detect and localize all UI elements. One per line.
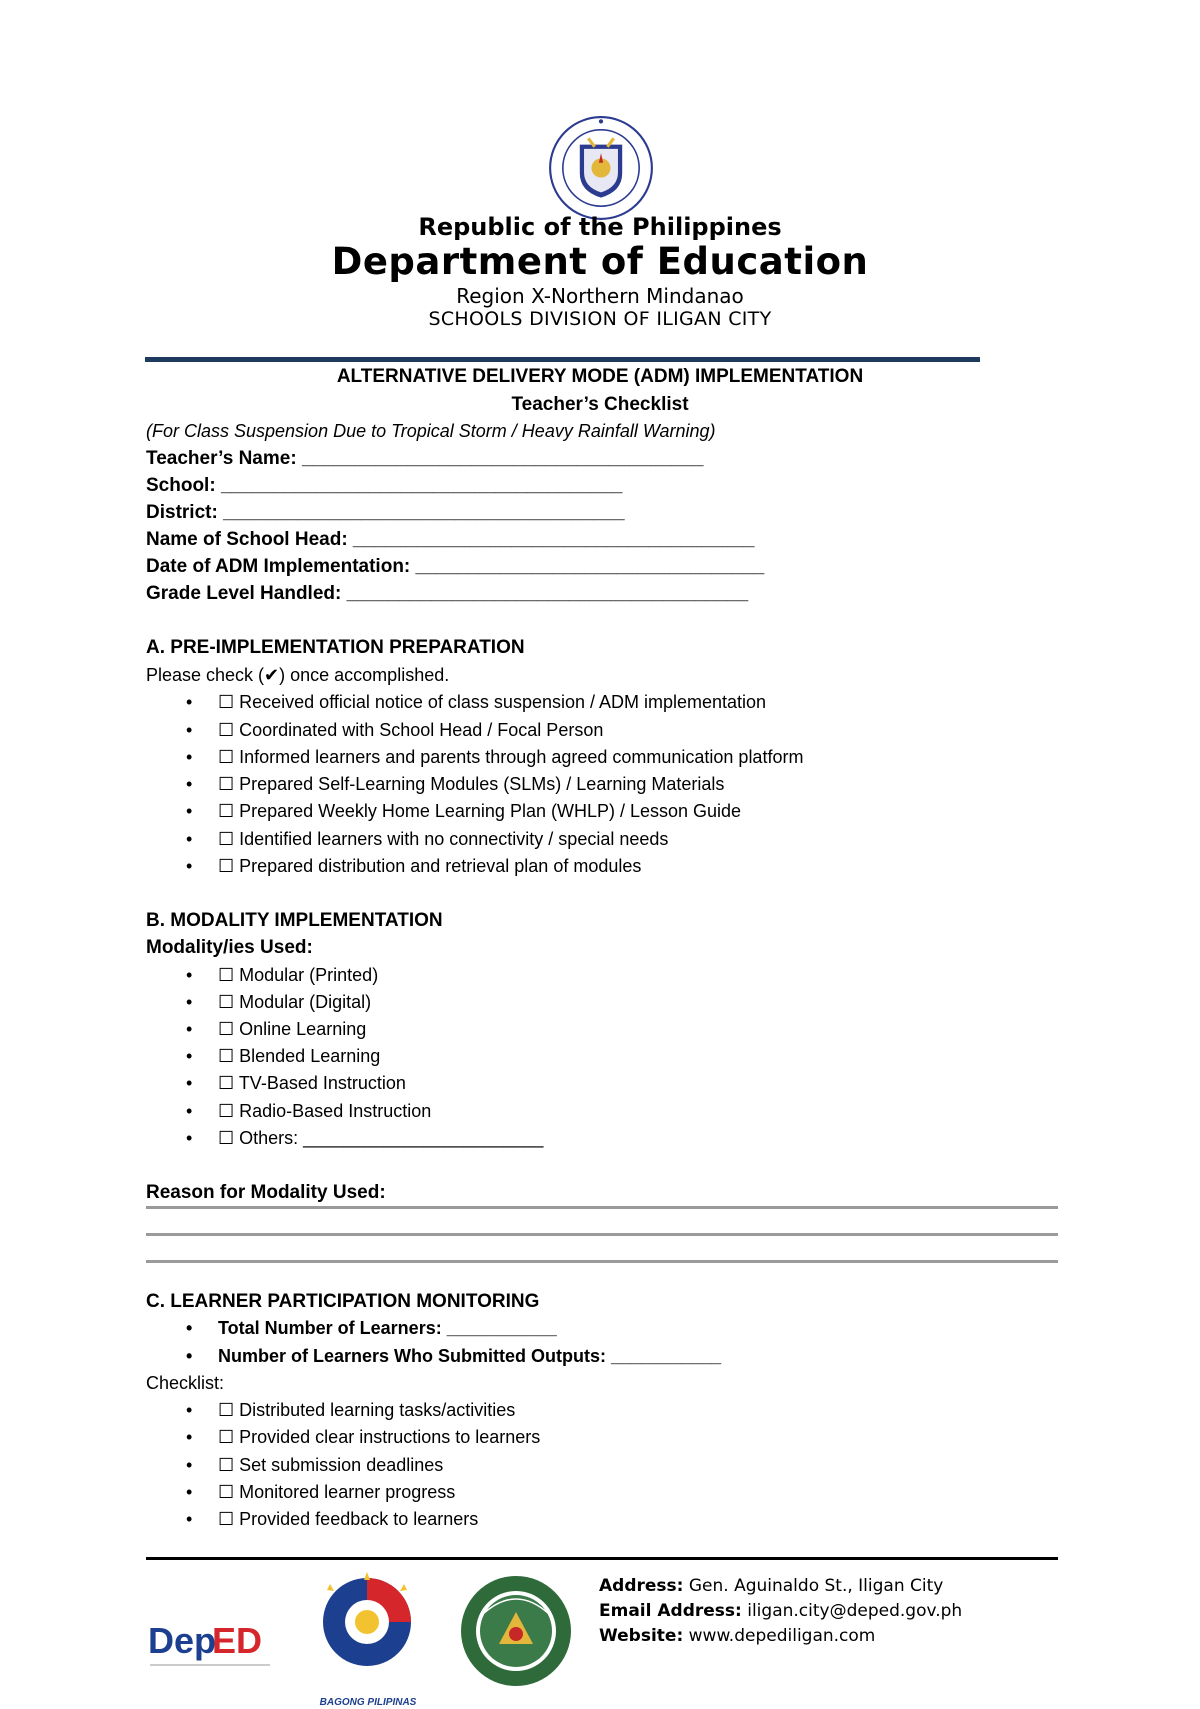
form-title: ALTERNATIVE DELIVERY MODE (ADM) IMPLEMENTATION xyxy=(336,366,864,387)
school-head-field[interactable]: Name of School Head: ______________________________________ xyxy=(146,529,755,550)
reason-label: Reason for Modality Used: xyxy=(146,1182,386,1203)
teacher-name-field[interactable]: Teacher’s Name: ______________________________________ xyxy=(146,448,704,469)
reason-line[interactable] xyxy=(146,1206,1058,1209)
bagong-pilipinas-logo-icon xyxy=(310,1570,425,1690)
section-c-heading: C. LEARNER PARTICIPATION MONITORING xyxy=(146,1291,540,1312)
deped-seal-icon xyxy=(548,115,654,221)
modality-option[interactable]: • ☐ TV-Based Instruction xyxy=(186,1073,406,1093)
modality-option[interactable]: • ☐ Online Learning xyxy=(186,1019,367,1039)
checklist-item[interactable]: • ☐ Monitored learner progress xyxy=(186,1482,456,1502)
modality-label: Modality/ies Used: xyxy=(146,937,313,958)
checklist-item[interactable]: • ☐ Provided clear instructions to learners xyxy=(186,1427,541,1447)
checklist-item[interactable]: • ☐ Prepared Weekly Home Learning Plan (WHLP) / Lesson Guide xyxy=(186,801,742,821)
form-subtitle: Teacher’s Checklist xyxy=(511,394,689,415)
footer-website[interactable]: Website: www.depediligan.com xyxy=(599,1626,876,1646)
learner-stat[interactable]: • Number of Learners Who Submitted Outputs: ___________ xyxy=(186,1346,722,1366)
checklist-item[interactable]: • ☐ Informed learners and parents through agreed communication platform xyxy=(186,747,804,767)
checklist-item[interactable]: • ☐ Provided feedback to learners xyxy=(186,1509,479,1529)
division-heading: SCHOOLS DIVISION OF ILIGAN CITY xyxy=(428,308,772,330)
modality-option[interactable]: • ☐ Radio-Based Instruction xyxy=(186,1101,432,1121)
checklist-item[interactable]: • ☐ Distributed learning tasks/activities xyxy=(186,1400,516,1420)
republic-heading: Republic of the Philippines xyxy=(418,213,782,241)
form-note: (For Class Suspension Due to Tropical Storm / Heavy Rainfall Warning) xyxy=(146,421,716,441)
checklist-item[interactable]: • ☐ Prepared Self-Learning Modules (SLMs) / Learning Materials xyxy=(186,774,725,794)
division-seal-icon xyxy=(459,1574,573,1688)
checklist-item[interactable]: • ☐ Coordinated with School Head / Focal Person xyxy=(186,720,604,740)
adm-date-field[interactable]: Date of ADM Implementation: _________________________________ xyxy=(146,556,765,577)
section-a-heading: A. PRE-IMPLEMENTATION PREPARATION xyxy=(146,637,525,658)
district-field[interactable]: District: ______________________________________ xyxy=(146,502,625,523)
modality-option[interactable]: • ☐ Modular (Printed) xyxy=(186,965,379,985)
modality-option[interactable]: • ☐ Others: ________________________ xyxy=(186,1128,544,1148)
reason-line[interactable] xyxy=(146,1260,1058,1263)
department-heading: Department of Education xyxy=(331,240,869,283)
modality-option[interactable]: • ☐ Modular (Digital) xyxy=(186,992,372,1012)
header-divider xyxy=(145,357,980,362)
footer-divider xyxy=(146,1557,1058,1560)
section-b-heading: B. MODALITY IMPLEMENTATION xyxy=(146,910,443,931)
learner-stat[interactable]: • Total Number of Learners: ___________ xyxy=(186,1318,557,1338)
deped-logo-icon xyxy=(146,1615,276,1675)
section-a-instruction: Please check (✔) once accomplished. xyxy=(146,665,450,685)
checklist-item[interactable]: • ☐ Set submission deadlines xyxy=(186,1455,444,1475)
region-heading: Region X-Northern Mindanao xyxy=(456,284,744,308)
modality-option[interactable]: • ☐ Blended Learning xyxy=(186,1046,381,1066)
footer-email[interactable]: Email Address: iligan.city@deped.gov.ph xyxy=(599,1601,963,1621)
bagong-pilipinas-caption: BAGONG PILIPINAS xyxy=(319,1697,417,1708)
school-field[interactable]: School: ______________________________________ xyxy=(146,475,623,496)
svg-text:ED: ED xyxy=(212,1620,263,1661)
grade-level-field[interactable]: Grade Level Handled: ______________________________________ xyxy=(146,583,749,604)
footer-address: Address: Gen. Aguinaldo St., Iligan City xyxy=(599,1576,944,1596)
svg-text:Dep: Dep xyxy=(148,1620,217,1661)
checklist-item[interactable]: • ☐ Prepared distribution and retrieval plan of modules xyxy=(186,856,642,876)
checklist-item[interactable]: • ☐ Received official notice of class suspension / ADM implementation xyxy=(186,692,767,712)
reason-line[interactable] xyxy=(146,1233,1058,1236)
checklist-item[interactable]: • ☐ Identified learners with no connectivity / special needs xyxy=(186,829,669,849)
checklist-label: Checklist: xyxy=(146,1373,225,1393)
